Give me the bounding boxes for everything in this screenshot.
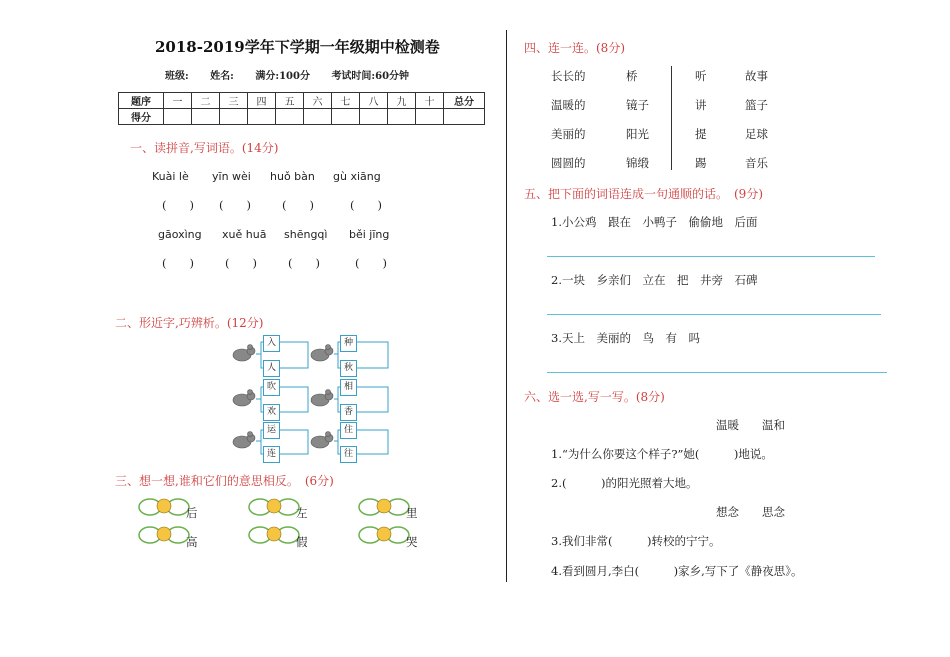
score-cell[interactable] bbox=[360, 109, 388, 125]
match-word: 圆圆的 bbox=[551, 156, 586, 170]
opposite-word: 高 bbox=[186, 535, 198, 549]
table-header-score: 得分 bbox=[119, 109, 164, 125]
score-cell[interactable] bbox=[248, 109, 276, 125]
match-divider bbox=[671, 66, 672, 170]
match-word: 镜子 bbox=[626, 98, 649, 112]
answer-blank[interactable]: ( ) bbox=[162, 256, 194, 270]
table-col: 二 bbox=[192, 93, 220, 109]
match-word: 足球 bbox=[745, 127, 768, 141]
section-3-title: 三、想一想,谁和它们的意思相反。 (6分) bbox=[115, 474, 334, 488]
char-box: 秋 bbox=[340, 360, 357, 377]
answer-line[interactable] bbox=[547, 256, 875, 257]
match-word: 讲 bbox=[695, 98, 707, 112]
score-cell[interactable] bbox=[332, 109, 360, 125]
answer-blank[interactable]: ( ) bbox=[282, 198, 314, 212]
student-info bbox=[165, 67, 427, 82]
answer-line[interactable] bbox=[547, 372, 887, 373]
opposite-word: 后 bbox=[186, 506, 198, 520]
table-total: 总分 bbox=[444, 93, 485, 109]
char-box: 运 bbox=[263, 422, 280, 439]
score-cell[interactable] bbox=[220, 109, 248, 125]
match-word: 锦缎 bbox=[626, 156, 649, 170]
answer-blank[interactable]: ( ) bbox=[219, 198, 251, 212]
fill-question: 3.我们非常( )转校的宁宁。 bbox=[551, 534, 721, 548]
match-word: 音乐 bbox=[745, 156, 768, 170]
sentence-words: 1.小公鸡 跟在 小鸭子 偷偷地 后面 bbox=[551, 215, 758, 229]
match-word: 篮子 bbox=[745, 98, 768, 112]
table-col: 四 bbox=[248, 93, 276, 109]
section-4-title: 四、连一连。(8分) bbox=[524, 41, 625, 55]
match-word: 提 bbox=[695, 127, 707, 141]
table-col: 八 bbox=[360, 93, 388, 109]
char-box: 连 bbox=[263, 446, 280, 463]
char-box: 种 bbox=[340, 335, 357, 352]
table-col: 五 bbox=[276, 93, 304, 109]
match-word: 温暖的 bbox=[551, 98, 586, 112]
pinyin-item: xuě huā bbox=[222, 228, 267, 241]
match-word: 踢 bbox=[695, 156, 707, 170]
char-box: 住 bbox=[340, 422, 357, 439]
opposite-words-diagram bbox=[138, 497, 418, 553]
match-word: 桥 bbox=[626, 69, 638, 83]
table-col: 六 bbox=[304, 93, 332, 109]
opposite-word: 里 bbox=[406, 506, 418, 520]
score-cell[interactable] bbox=[276, 109, 304, 125]
score-cell[interactable] bbox=[388, 109, 416, 125]
section-6-title: 六、选一选,写一写。(8分) bbox=[524, 390, 665, 404]
answer-blank[interactable]: ( ) bbox=[288, 256, 320, 270]
score-table bbox=[118, 92, 485, 125]
full-score-label: 满分:100分 bbox=[255, 71, 310, 82]
table-col: 十 bbox=[416, 93, 444, 109]
table-header-order: 题序 bbox=[119, 93, 164, 109]
section-2-title: 二、形近字,巧辨析。(12分) bbox=[115, 316, 264, 330]
class-label: 班级: bbox=[165, 71, 189, 82]
match-word: 听 bbox=[695, 69, 707, 83]
score-cell[interactable] bbox=[444, 109, 485, 125]
pinyin-item: yīn wèi bbox=[212, 170, 251, 183]
opposite-word: 假 bbox=[296, 535, 308, 549]
fill-question: 4.看到圆月,李白( )家乡,写下了《静夜思》。 bbox=[551, 564, 803, 578]
fill-question: 2.( )的阳光照着大地。 bbox=[551, 476, 698, 490]
answer-line[interactable] bbox=[547, 314, 881, 315]
page-title: 2018-2019学年下学期一年级期中检测卷 bbox=[155, 38, 440, 56]
opposite-word: 哭 bbox=[406, 535, 418, 549]
sentence-words: 3.天上 美丽的 鸟 有 吗 bbox=[551, 331, 700, 345]
char-box: 人 bbox=[263, 360, 280, 377]
char-box: 入 bbox=[263, 335, 280, 352]
score-cell[interactable] bbox=[416, 109, 444, 125]
pinyin-item: shēngqì bbox=[284, 228, 328, 241]
pinyin-item: běi jīng bbox=[349, 228, 390, 241]
table-col: 一 bbox=[164, 93, 192, 109]
opposite-word: 左 bbox=[296, 506, 308, 520]
char-box: 欢 bbox=[263, 404, 280, 421]
similar-char-diagram bbox=[228, 330, 398, 468]
section-1-title: 一、读拼音,写词语。(14分) bbox=[130, 141, 279, 155]
match-word: 长长的 bbox=[551, 69, 586, 83]
exam-time-label: 考试时间:60分钟 bbox=[331, 71, 410, 82]
char-box: 香 bbox=[340, 404, 357, 421]
sentence-words: 2.一块 乡亲们 立在 把 井旁 石碑 bbox=[551, 273, 758, 287]
score-cell[interactable] bbox=[304, 109, 332, 125]
table-col: 七 bbox=[332, 93, 360, 109]
match-word: 阳光 bbox=[626, 127, 649, 141]
pinyin-item: Kuài lè bbox=[152, 170, 189, 183]
table-col: 九 bbox=[388, 93, 416, 109]
char-box: 往 bbox=[340, 446, 357, 463]
mouse-icon bbox=[233, 345, 333, 449]
pinyin-item: huǒ bàn bbox=[270, 170, 315, 183]
word-choices: 温暖 温和 bbox=[716, 418, 785, 432]
column-divider bbox=[506, 30, 507, 582]
char-box: 吹 bbox=[263, 379, 280, 396]
fill-question: 1.“为什么你要这个样子?”她( )地说。 bbox=[551, 447, 773, 461]
match-word: 故事 bbox=[745, 69, 768, 83]
table-col: 三 bbox=[220, 93, 248, 109]
answer-blank[interactable]: ( ) bbox=[355, 256, 387, 270]
char-box: 相 bbox=[340, 379, 357, 396]
pinyin-item: gù xiāng bbox=[333, 170, 381, 183]
pinyin-item: gāoxìng bbox=[158, 228, 202, 241]
score-cell[interactable] bbox=[192, 109, 220, 125]
match-word: 美丽的 bbox=[551, 127, 586, 141]
name-label: 姓名: bbox=[210, 71, 234, 82]
answer-blank[interactable]: ( ) bbox=[162, 198, 194, 212]
answer-blank[interactable]: ( ) bbox=[225, 256, 257, 270]
section-5-title: 五、把下面的词语连成一句通顺的话。 (9分) bbox=[524, 187, 763, 201]
answer-blank[interactable]: ( ) bbox=[350, 198, 382, 212]
score-cell[interactable] bbox=[164, 109, 192, 125]
word-choices: 想念 思念 bbox=[716, 505, 785, 519]
